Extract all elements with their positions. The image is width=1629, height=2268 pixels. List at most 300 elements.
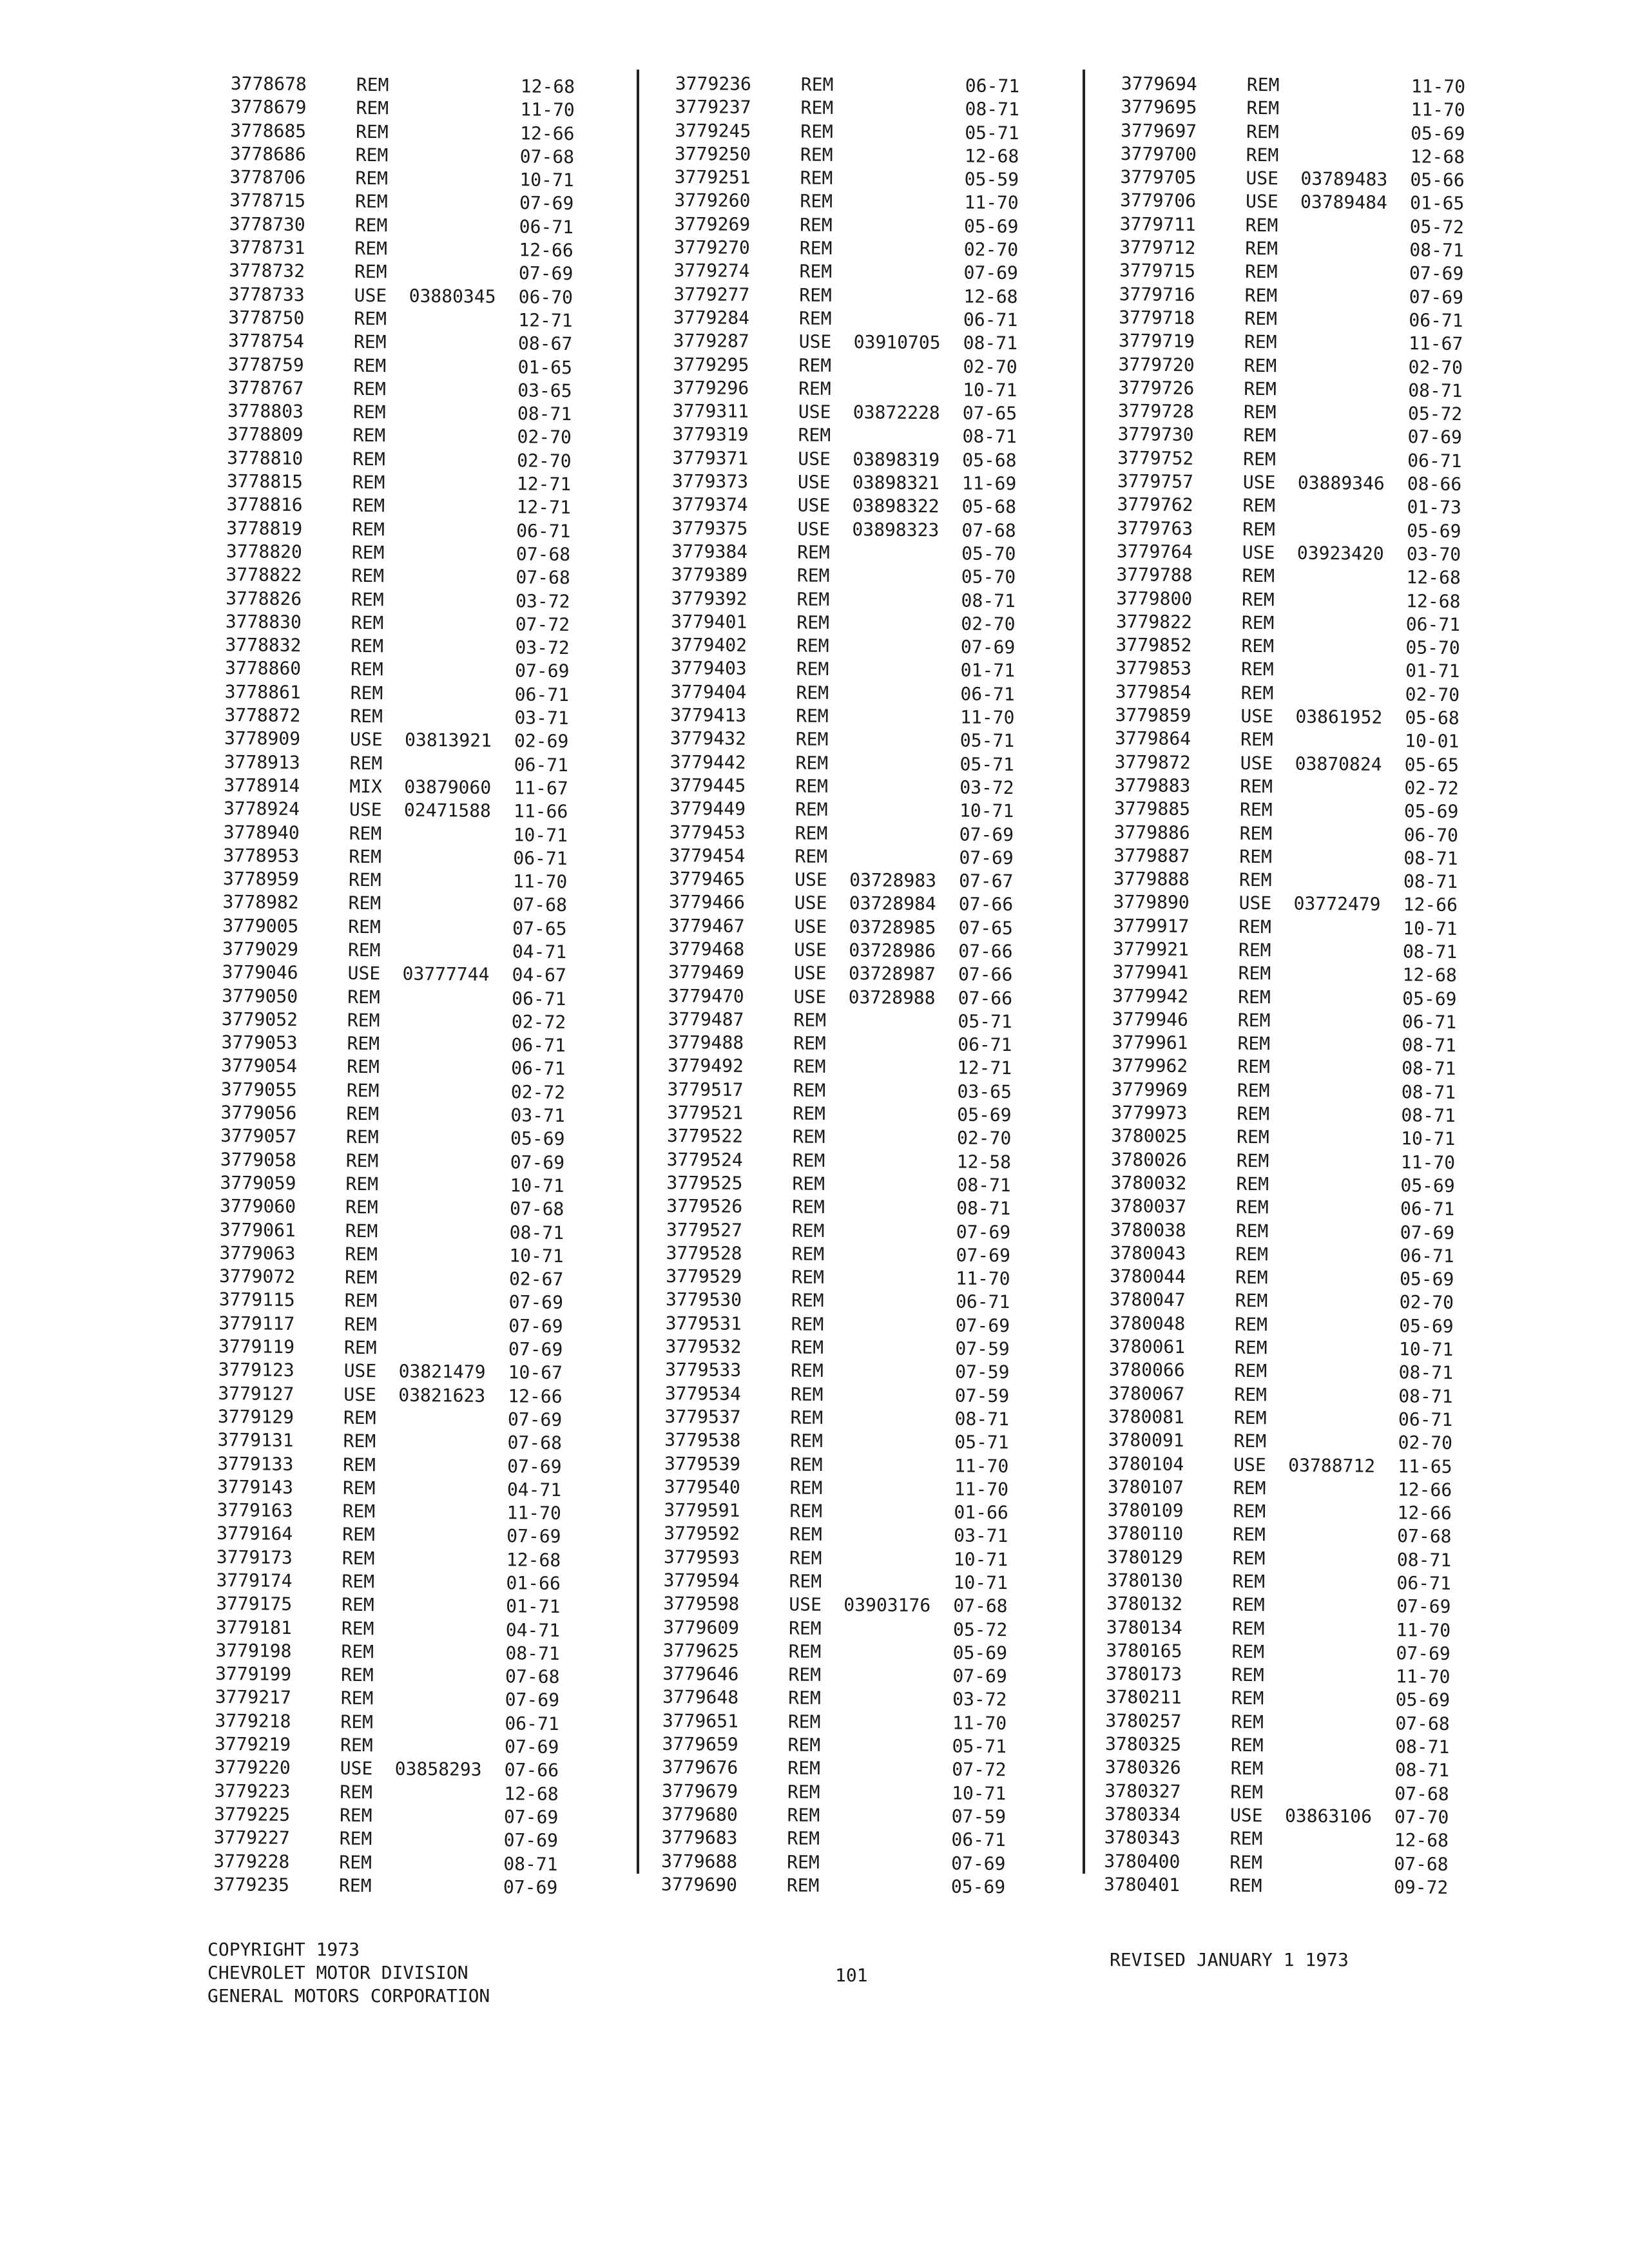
parts-column-2 (660, 72, 1020, 1898)
status-code: USE (343, 1360, 377, 1382)
status-code: REM (1244, 331, 1277, 353)
date: 06-71 (1396, 1572, 1451, 1595)
part-number: 3778819 (226, 517, 303, 539)
status-code: REM (1244, 307, 1278, 330)
part-number: 3779853 (1115, 657, 1192, 680)
part-number: 3779219 (214, 1733, 291, 1756)
part-number: 3780107 (1107, 1475, 1184, 1498)
status-code: REM (353, 331, 387, 353)
status-code: REM (340, 1734, 373, 1756)
replacement-part: 03923420 (1296, 542, 1384, 564)
date: 07-65 (962, 402, 1017, 425)
date: 05-66 (1410, 169, 1465, 191)
part-number: 3779449 (669, 798, 746, 820)
date: 08-71 (965, 98, 1019, 120)
part-number: 3779690 (660, 1873, 738, 1896)
status-code: REM (792, 1149, 825, 1171)
part-number: 3779533 (665, 1359, 742, 1381)
status-code: REM (1229, 1828, 1263, 1850)
status-code: REM (1233, 1477, 1266, 1499)
date: 06-71 (505, 1712, 559, 1735)
status-code: REM (347, 1009, 380, 1032)
part-number: 3780043 (1110, 1242, 1186, 1264)
status-code: REM (1241, 588, 1275, 610)
status-code: MIX (349, 775, 383, 798)
part-number: 3779726 (1118, 376, 1195, 399)
status-code: REM (1237, 1102, 1270, 1125)
date: 01-66 (954, 1501, 1008, 1524)
date: 07-68 (1395, 1712, 1450, 1735)
status-code: REM (800, 214, 833, 236)
part-number: 3780037 (1110, 1195, 1187, 1218)
part-number: 3779465 (669, 868, 746, 890)
part-number: 3778803 (227, 400, 304, 423)
status-code: USE (1242, 541, 1275, 564)
date: 09-72 (1393, 1876, 1449, 1898)
part-number: 3779442 (670, 751, 746, 773)
copyright-block (207, 1938, 490, 2008)
status-code: REM (1235, 1196, 1269, 1218)
status-code: REM (787, 1734, 821, 1756)
date: 08-71 (1402, 1034, 1456, 1057)
date: 12-68 (1405, 590, 1461, 612)
status-code: REM (344, 1313, 378, 1336)
date: 07-68 (1394, 1852, 1449, 1875)
status-code: REM (1243, 448, 1276, 470)
part-number: 3780325 (1104, 1733, 1182, 1756)
status-code: USE (797, 518, 831, 540)
part-number: 3779143 (217, 1475, 294, 1498)
date: 06-71 (960, 683, 1015, 705)
status-code: REM (800, 144, 833, 166)
part-number: 3778767 (227, 376, 304, 399)
part-number: 3780132 (1106, 1593, 1183, 1615)
status-code: REM (1240, 658, 1274, 680)
date: 05-69 (510, 1128, 565, 1150)
status-code: REM (1236, 1149, 1269, 1171)
date: 12-66 (519, 239, 574, 262)
date: 08-66 (1407, 473, 1462, 495)
date: 07-66 (958, 987, 1013, 1009)
part-number: 3779524 (666, 1148, 743, 1171)
part-number: 3778959 (222, 868, 300, 890)
part-number: 3779402 (670, 634, 747, 657)
status-code: REM (1229, 1851, 1263, 1873)
part-number: 3778816 (226, 494, 303, 516)
status-code: REM (342, 1477, 376, 1499)
part-number: 3779679 (661, 1780, 738, 1802)
status-code: REM (1244, 378, 1277, 400)
part-number: 3779694 (1121, 72, 1198, 95)
status-code: REM (1246, 120, 1279, 142)
date: 08-71 (956, 1174, 1011, 1196)
date: 02-72 (510, 1081, 566, 1103)
date: 02-70 (1398, 1432, 1453, 1454)
status-code: REM (1244, 284, 1278, 307)
part-number: 3779591 (664, 1499, 740, 1521)
date: 12-68 (504, 1782, 559, 1805)
date: 11-67 (1408, 332, 1463, 355)
date: 10-67 (508, 1361, 563, 1384)
status-code: REM (1233, 1500, 1266, 1523)
part-number: 3780334 (1104, 1803, 1181, 1825)
part-number: 3780110 (1107, 1523, 1184, 1545)
part-number: 3778953 (223, 844, 300, 867)
part-number: 3779890 (1113, 891, 1190, 914)
status-code: REM (1234, 1383, 1268, 1405)
part-number: 3779946 (1112, 1008, 1189, 1030)
part-number: 3779592 (664, 1523, 740, 1545)
date: 07-59 (955, 1361, 1010, 1383)
date: 08-71 (1401, 1081, 1456, 1103)
status-code: REM (789, 1523, 822, 1546)
part-number: 3779470 (668, 985, 744, 1007)
part-number: 3779404 (670, 680, 747, 703)
part-number: 3778861 (224, 680, 301, 703)
date: 05-70 (961, 566, 1016, 588)
date: 11-66 (513, 800, 568, 823)
status-code: REM (345, 1196, 378, 1218)
replacement-part: 03728983 (849, 869, 937, 892)
date: 10-71 (953, 1548, 1008, 1570)
status-code: REM (795, 775, 829, 797)
part-number: 3779700 (1120, 142, 1197, 166)
date: 03-65 (957, 1081, 1012, 1102)
status-code: REM (343, 1407, 376, 1429)
part-number: 3778754 (227, 330, 305, 352)
status-code: REM (788, 1687, 821, 1709)
status-code: REM (1245, 237, 1278, 260)
part-number: 3779718 (1119, 306, 1195, 329)
status-code: REM (1238, 963, 1271, 985)
status-code: REM (341, 1640, 374, 1663)
date: 07-69 (1407, 426, 1463, 448)
part-number: 3779401 (671, 610, 747, 633)
date: 05-69 (1400, 1175, 1455, 1197)
date: 06-71 (955, 1291, 1010, 1313)
status-code: REM (792, 1196, 825, 1218)
date: 05-71 (952, 1735, 1007, 1758)
date: 11-70 (956, 1267, 1010, 1290)
date: 07-65 (512, 917, 567, 939)
date: 05-70 (1405, 637, 1460, 659)
date: 07-69 (956, 1221, 1011, 1243)
status-code: REM (343, 1454, 376, 1475)
part-number: 3779127 (218, 1382, 294, 1405)
status-code: REM (793, 1032, 826, 1055)
part-number: 3779593 (663, 1546, 740, 1568)
status-code: REM (800, 167, 833, 189)
part-number: 3779468 (668, 937, 745, 960)
status-code: REM (1238, 939, 1271, 961)
status-code: REM (1239, 916, 1272, 937)
part-number: 3779235 (213, 1873, 290, 1896)
date: 11-70 (952, 1712, 1007, 1734)
date: 08-71 (1401, 1104, 1456, 1127)
status-code: USE (1242, 471, 1276, 494)
part-number: 3779885 (1113, 798, 1191, 820)
status-code: REM (787, 1781, 820, 1803)
date: 06-71 (958, 1033, 1012, 1056)
date: 07-69 (963, 262, 1018, 284)
date: 07-59 (954, 1385, 1010, 1407)
status-code: REM (348, 892, 381, 914)
status-code: REM (1233, 1407, 1267, 1429)
part-number: 3779715 (1119, 260, 1196, 282)
status-code: REM (790, 1383, 824, 1405)
part-number: 3779969 (1111, 1078, 1188, 1100)
date: 05-69 (950, 1876, 1006, 1898)
date: 11-67 (514, 777, 568, 799)
status-code: REM (351, 611, 384, 634)
replacement-part: 03910705 (853, 331, 941, 354)
replacement-part: 03879060 (404, 776, 492, 798)
date: 02-70 (1399, 1291, 1454, 1314)
date: 01-66 (506, 1572, 561, 1595)
part-number: 3779872 (1114, 751, 1191, 773)
part-number: 3779711 (1119, 213, 1196, 235)
date: 06-71 (963, 309, 1018, 331)
date: 10-71 (513, 823, 568, 846)
part-number: 3778832 (225, 634, 302, 657)
replacement-part: 03870824 (1295, 753, 1382, 775)
part-number: 3779277 (673, 283, 750, 305)
part-number: 3779050 (222, 985, 298, 1007)
status-code: USE (1240, 705, 1274, 727)
status-code: REM (1237, 1009, 1271, 1032)
status-code: REM (353, 354, 387, 376)
part-number: 3780038 (1110, 1218, 1186, 1241)
status-code: USE (797, 494, 831, 517)
status-code: USE (349, 799, 382, 821)
part-number: 3780343 (1104, 1827, 1181, 1849)
status-code: REM (1235, 1266, 1268, 1289)
status-code: REM (1229, 1874, 1262, 1897)
status-code: REM (793, 1009, 827, 1031)
part-number: 3779467 (668, 914, 745, 937)
copyright-line: COPYRIGHT 1973 (207, 1939, 360, 1960)
part-number: 3778940 (223, 821, 300, 843)
status-code: REM (1231, 1687, 1264, 1709)
status-code: REM (1236, 1173, 1269, 1195)
status-code: REM (791, 1336, 824, 1358)
part-number: 3778913 (224, 751, 300, 773)
date: 07-70 (1394, 1806, 1449, 1828)
status-code: REM (344, 1290, 378, 1312)
status-code: REM (348, 869, 381, 891)
date: 07-59 (955, 1338, 1010, 1360)
part-number: 3779403 (670, 657, 747, 680)
replacement-part: 03728987 (848, 963, 936, 985)
part-number: 3779029 (222, 937, 299, 961)
part-number: 3779432 (670, 727, 747, 750)
date: 05-72 (1409, 216, 1465, 238)
date: 04-71 (512, 941, 567, 963)
date: 04-71 (505, 1619, 561, 1641)
date: 05-69 (1399, 1314, 1454, 1337)
part-number: 3780400 (1104, 1850, 1181, 1872)
parts-column-1 (213, 72, 575, 1898)
part-number: 3779223 (214, 1780, 291, 1802)
part-number: 3779973 (1111, 1101, 1188, 1124)
status-code: REM (349, 845, 382, 868)
date: 07-69 (508, 1314, 563, 1337)
date: 07-66 (958, 963, 1013, 986)
date: 05-69 (964, 215, 1019, 237)
status-code: USE (793, 962, 827, 985)
part-number: 3780401 (1103, 1873, 1181, 1896)
part-number: 3778686 (229, 142, 306, 166)
replacement-part: 03728985 (849, 916, 936, 938)
date: 10-71 (959, 800, 1014, 822)
status-code: REM (796, 658, 829, 680)
date: 01-71 (960, 659, 1016, 682)
date: 07-69 (959, 823, 1014, 845)
status-code: REM (1240, 729, 1273, 751)
date: 01-65 (1409, 192, 1465, 215)
part-number: 3779311 (672, 400, 749, 423)
status-code: REM (344, 1266, 378, 1289)
date: 03-72 (952, 1688, 1007, 1711)
part-number: 3779284 (673, 306, 750, 329)
date: 03-71 (954, 1524, 1008, 1547)
part-number: 3779886 (1113, 821, 1190, 843)
date: 12-68 (1406, 566, 1461, 589)
part-number: 3779854 (1115, 680, 1191, 703)
replacement-part: 03788712 (1288, 1454, 1376, 1477)
date: 12-71 (516, 496, 571, 519)
date: 06-71 (519, 216, 574, 238)
status-code: USE (1239, 892, 1272, 914)
part-number: 3780081 (1108, 1405, 1185, 1428)
date: 07-69 (1396, 1642, 1451, 1664)
part-number: 3779174 (216, 1569, 293, 1592)
status-code: REM (343, 1336, 377, 1359)
status-code: USE (789, 1593, 822, 1616)
status-code: REM (1242, 565, 1275, 587)
part-number: 3779413 (670, 704, 747, 726)
status-code: REM (340, 1687, 374, 1709)
status-code: REM (1246, 144, 1279, 166)
part-number: 3779287 (673, 330, 749, 352)
date: 01-73 (1407, 496, 1461, 519)
date: 07-68 (512, 894, 568, 916)
date: 03-70 (1406, 543, 1461, 566)
part-number: 3779260 (674, 189, 751, 212)
date: 05-69 (1395, 1689, 1451, 1711)
date: 12-68 (963, 285, 1018, 307)
part-number: 3778759 (227, 353, 304, 376)
status-code: REM (1237, 1056, 1270, 1078)
status-code: REM (1246, 73, 1280, 96)
date: 02-69 (514, 730, 569, 753)
status-code: REM (1243, 401, 1277, 423)
part-number: 3780130 (1106, 1569, 1183, 1592)
date: 08-71 (962, 425, 1017, 448)
status-code: USE (793, 986, 827, 1008)
date: 07-69 (514, 660, 570, 682)
date: 05-71 (959, 729, 1015, 752)
part-number: 3779598 (663, 1593, 740, 1615)
date: 03-72 (515, 590, 570, 612)
part-number: 3779466 (668, 891, 746, 914)
part-number: 3779941 (1112, 961, 1189, 984)
status-code: USE (798, 448, 831, 470)
date: 11-69 (961, 472, 1017, 495)
date: 05-59 (964, 168, 1019, 191)
replacement-part: 03903176 (843, 1594, 931, 1617)
status-code: REM (345, 1243, 378, 1265)
date: 02-72 (1404, 777, 1459, 799)
date: 07-65 (958, 917, 1014, 939)
replacement-part: 03728988 (848, 986, 936, 1008)
replacement-part: 03858293 (394, 1758, 482, 1781)
part-number: 3779392 (671, 587, 747, 610)
date: 05-65 (1404, 753, 1460, 776)
status-code: REM (347, 939, 381, 961)
part-number: 3778731 (229, 236, 305, 259)
part-number: 3779651 (662, 1709, 739, 1732)
part-number: 3779659 (662, 1733, 738, 1755)
status-code: REM (346, 1079, 380, 1102)
status-code: USE (1229, 1804, 1263, 1827)
status-code: REM (791, 1243, 825, 1265)
part-number: 3779522 (666, 1125, 744, 1148)
status-code: REM (354, 214, 388, 236)
status-code: REM (1232, 1594, 1265, 1616)
status-code: REM (796, 588, 830, 610)
date: 05-69 (1402, 987, 1457, 1010)
part-number: 3780091 (1108, 1429, 1184, 1452)
status-code: REM (350, 682, 383, 704)
part-number: 3779163 (217, 1499, 293, 1522)
date: 08-71 (1403, 870, 1458, 893)
part-number: 3779445 (670, 774, 746, 796)
status-code: REM (789, 1477, 823, 1499)
date: 07-68 (505, 1666, 560, 1688)
part-number: 3779245 (675, 119, 751, 142)
status-code: REM (1239, 869, 1272, 891)
date: 06-70 (518, 285, 574, 308)
part-number: 3779763 (1117, 517, 1193, 539)
status-code: REM (799, 237, 833, 259)
part-number: 3779962 (1112, 1055, 1188, 1077)
status-code: REM (346, 1102, 380, 1125)
date: 10-71 (509, 1245, 564, 1267)
status-code: REM (800, 120, 833, 142)
date: 10-71 (1400, 1128, 1456, 1150)
part-number: 3779389 (671, 564, 748, 586)
part-number: 3779757 (1117, 470, 1194, 493)
status-code: REM (1240, 775, 1273, 798)
status-code: REM (349, 752, 383, 774)
part-number: 3780326 (1104, 1756, 1181, 1779)
part-number: 3779526 (666, 1195, 743, 1218)
part-number: 3778679 (230, 96, 307, 119)
status-code: REM (793, 1079, 826, 1101)
date: 11-70 (520, 99, 575, 121)
status-code: REM (342, 1570, 375, 1593)
status-code: REM (343, 1430, 376, 1452)
part-number: 3779270 (673, 236, 751, 258)
status-code: REM (789, 1570, 822, 1592)
date: 11-70 (954, 1478, 1009, 1500)
status-code: REM (1230, 1781, 1264, 1803)
date: 07-69 (503, 1829, 559, 1852)
status-code: REM (791, 1360, 824, 1382)
revised-date: REVISED JANUARY 1 1973 (1110, 1949, 1349, 1970)
status-code: USE (794, 939, 827, 961)
